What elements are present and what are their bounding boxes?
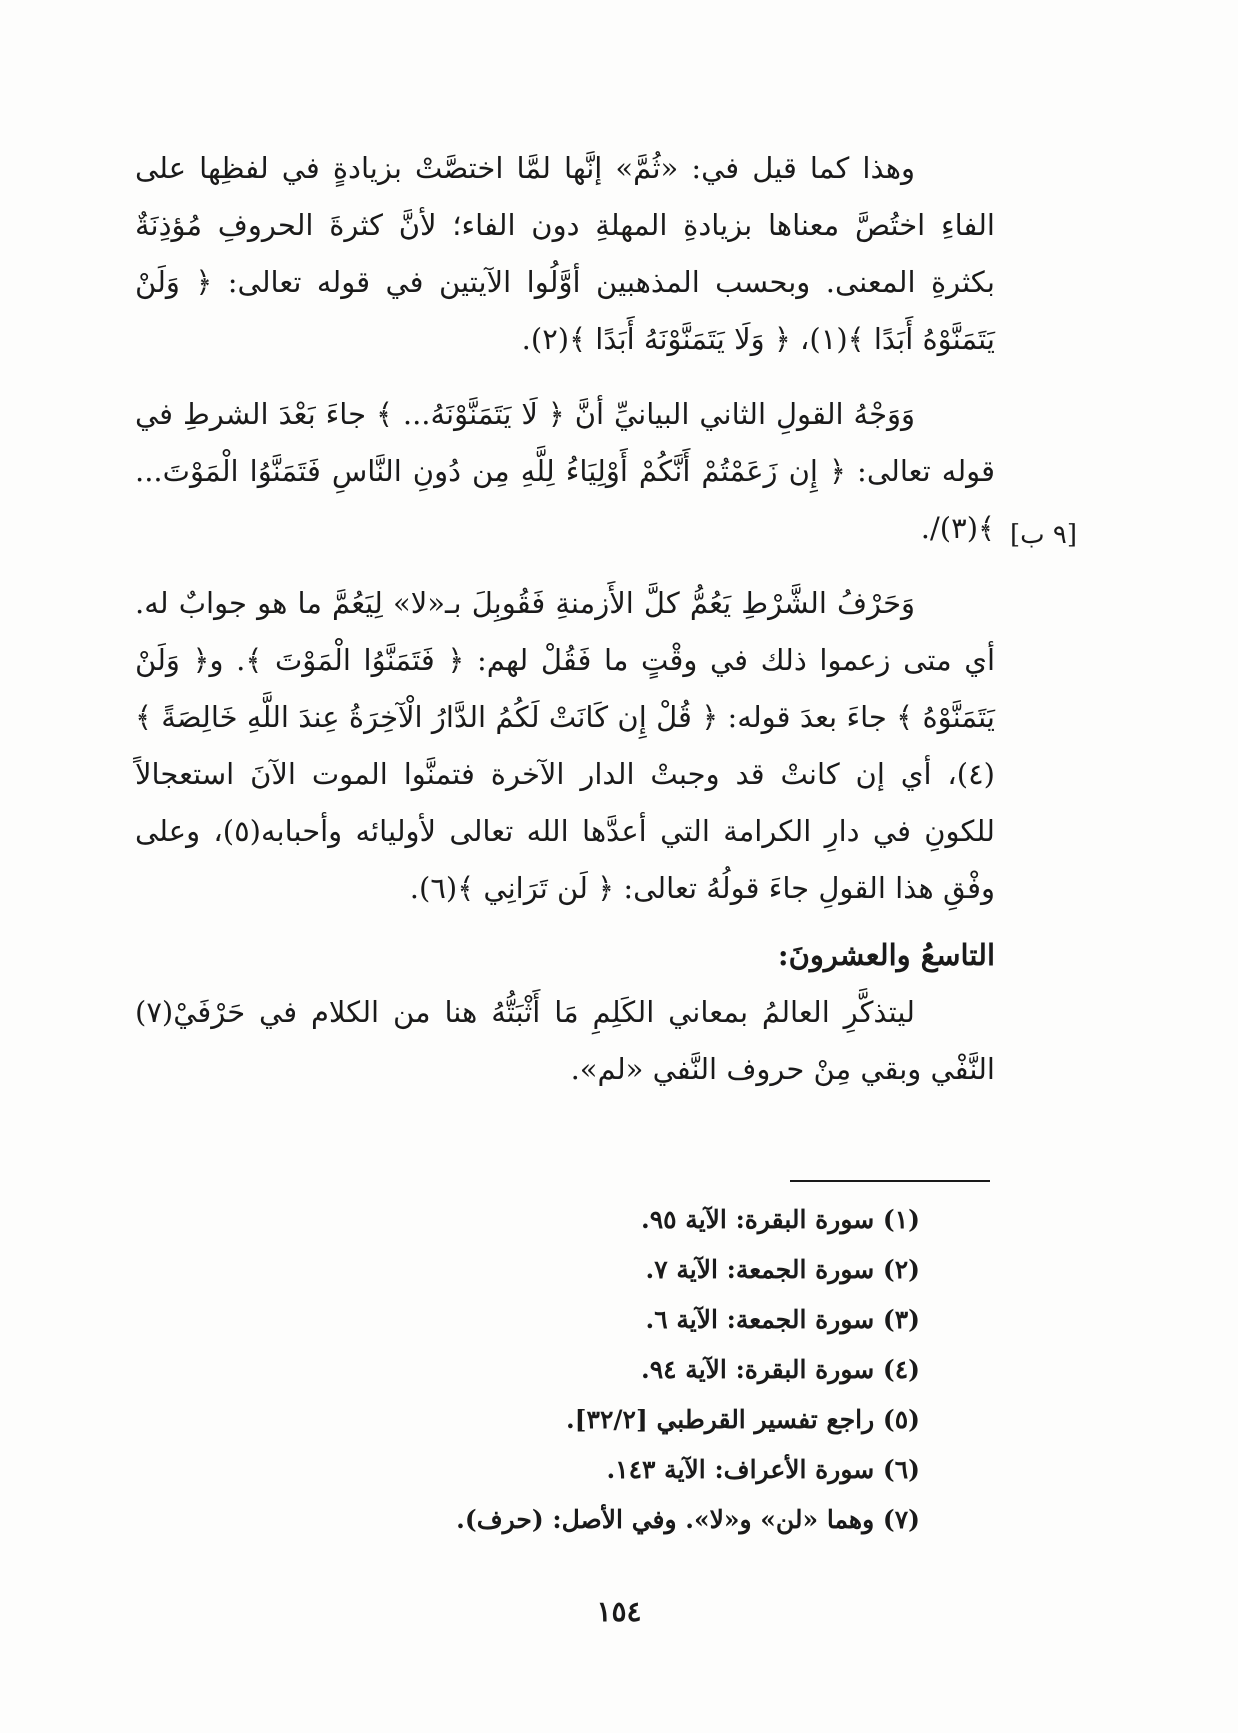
main-text [135, 140, 995, 1098]
section-heading: التاسعُ والعشرونَ: [777, 938, 995, 972]
footnotes [150, 1195, 920, 1545]
footnote-3: (٣) سورة الجمعة: الآية ٦. [645, 1305, 920, 1334]
paragraph-3: وَحَرْفُ الشَّرْطِ يَعُمُّ كلَّ الأَزمنةِ فَقُوبِلَ بـ«لا» لِيَعُمَّ ما هو جوابٌ له. أي متى زعموا ذلك في وقْتٍ ما فَقُلْ لهم: ﴿ فَتَمَنَّوُا الْمَوْتَ ﴾. و﴿ وَلَنْ يَتَمَنَّوْهُ ﴾ جاءَ بعدَ قوله: ﴿ قُلْ إِن كَانَتْ لَكُمُ الدَّارُ الْآخِرَةُ عِندَ اللَّهِ خَالِصَةً ﴾(٤)، أي إن كانتْ قد وجبتْ الدار الآخرة فتمنَّوا الموت الآنَ استعجالاً للكونِ في دارِ الكرامة التي أعدَّها الله تعالى لأوليائه وأحبابه(٥)، وعلى وفْقِ هذا القولِ جاءَ قولُهُ تعالى: ﴿ لَن تَرَانِي ﴾(٦). [135, 586, 995, 905]
footnote-2: (٢) سورة الجمعة: الآية ٧. [645, 1255, 920, 1284]
footnote-1: (١) سورة البقرة: الآية ٩٥. [641, 1205, 920, 1234]
page-number: ١٥٤ [596, 1595, 642, 1628]
footnote-6: (٦) سورة الأعراف: الآية ١٤٣. [606, 1455, 920, 1484]
footnote-4: (٤) سورة البقرة: الآية ٩٤. [641, 1355, 920, 1384]
footnote-7: (٧) وهما «لن» و«لا». وفي الأصل: (حرف). [456, 1505, 920, 1534]
paragraph-4: ليتذكَّرِ العالمُ بمعاني الكَلِمِ مَا أَثْبَتُّهُ هنا من الكلام في حَرْفَيْ(٧) النَّفْي وبقي مِنْ حروف النَّفي «لم». [135, 995, 995, 1086]
footnote-divider [790, 1180, 990, 1182]
folio-marginal-note: [٩ ب] [1010, 520, 1078, 550]
paragraph-2: وَوَجْهُ القولِ الثاني البيانيِّ أنَّ ﴿ لَا يَتَمَنَّوْنَهُ... ﴾ جاءَ بَعْدَ الشرطِ في قوله تعالى: ﴿ إِن زَعَمْتُمْ أَنَّكُمْ أَوْلِيَاءُ لِلَّهِ مِن دُونِ النَّاسِ فَتَمَنَّوُا الْمَوْتَ... ﴾(٣)/. [135, 397, 995, 545]
paragraph-1: وهذا كما قيل في: «ثُمَّ» إنَّها لمَّا اختصَّتْ بزيادةٍ في لفظِها على الفاءِ اختُصَّ معناها بزيادةِ المهلةِ دون الفاء؛ لأنَّ كثرةَ الحروفِ مُؤذِنَةٌ بكثرةِ المعنى. وبحسب المذهبين أوَّلُوا الآيتين في قوله تعالى: ﴿ وَلَنْ يَتَمَنَّوْهُ أَبَدًا ﴾(١)، ﴿ وَلَا يَتَمَنَّوْنَهُ أَبَدًا ﴾(٢). [135, 151, 995, 356]
footnote-5: (٥) راجع تفسير القرطبي [٣٢/٢]. [565, 1405, 920, 1434]
